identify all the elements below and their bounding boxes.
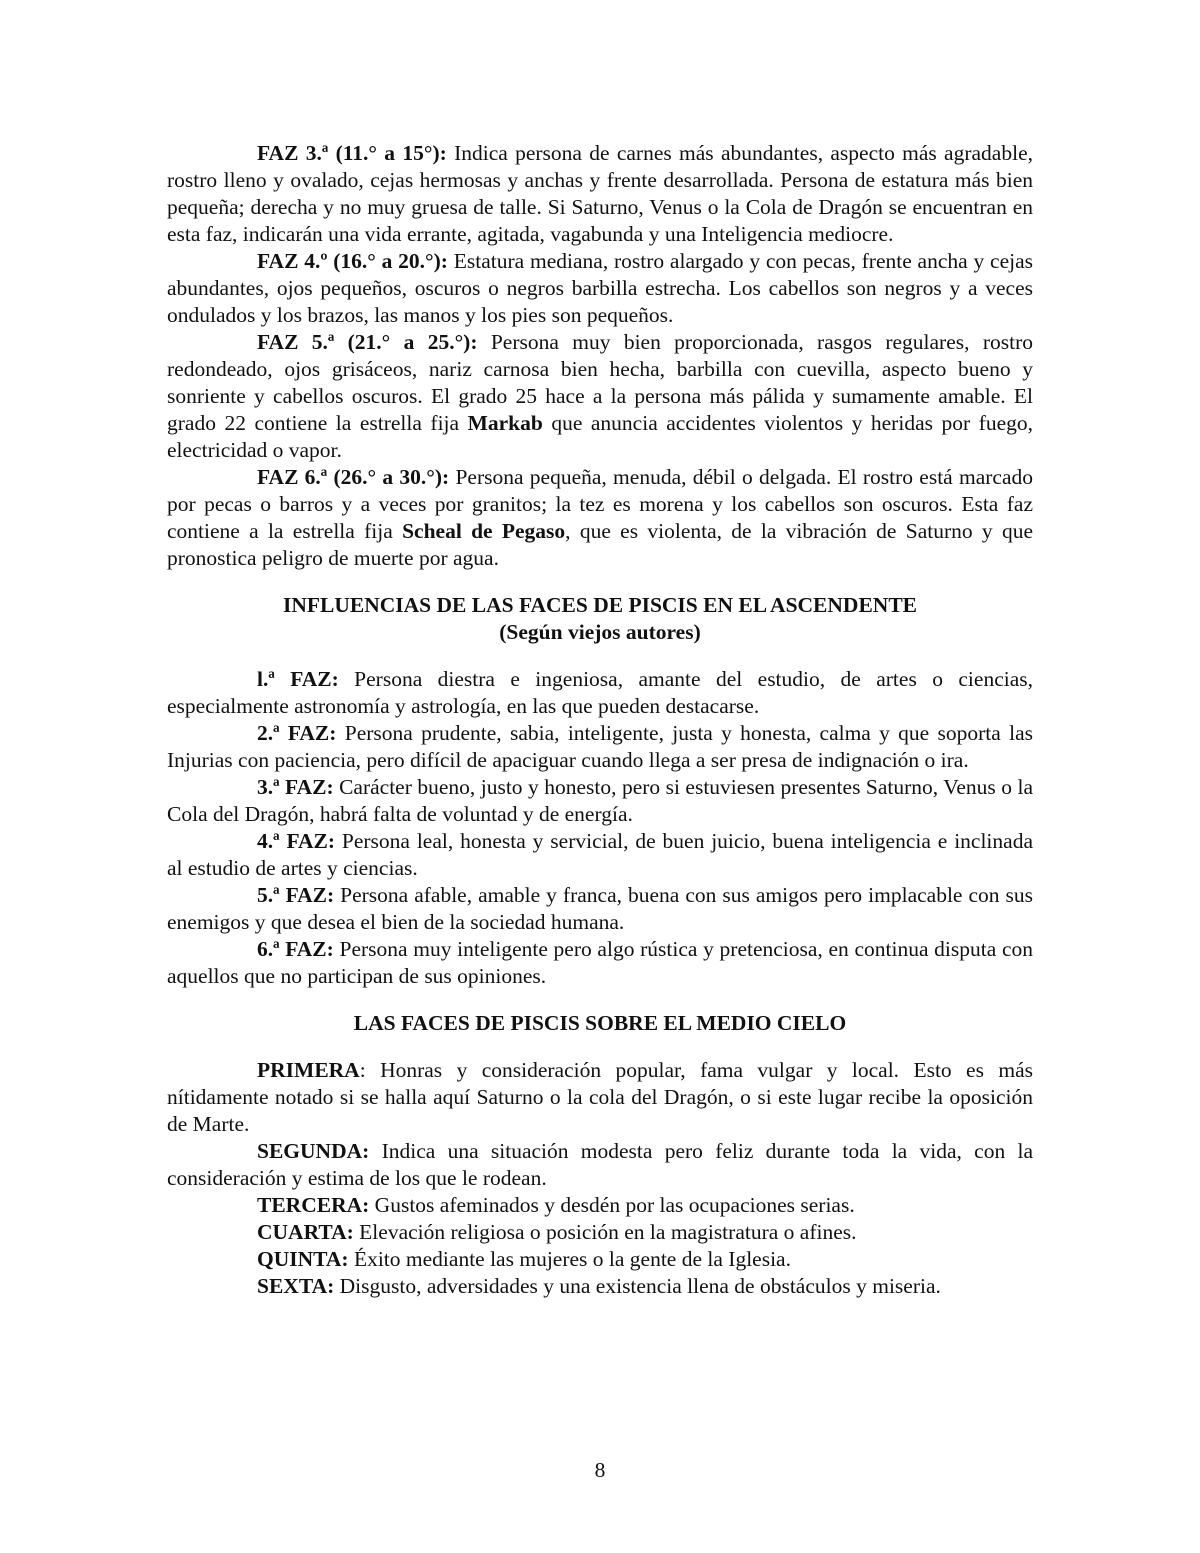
item-text: Persona prudente, sabia, inteligente, justa y honesta, calma y que soporta las Injurias con paciencia, pero difícil de apaciguar cuando llega a ser presa de indignación o ira. — [167, 721, 1033, 772]
midheaven-item — [167, 1219, 1033, 1246]
item-text: Carácter bueno, justo y honesto, pero si estuviesen presentes Saturno, Venus o la Cola del Dragón, habrá falta de voluntad y de energía. — [167, 775, 1033, 826]
face-paragraph-5 — [167, 329, 1033, 464]
page-number: 8 — [594, 1458, 606, 1482]
item-lead: QUINTA: — [257, 1247, 349, 1271]
face-text: , que es violenta, de la vibración de Saturno y que pronostica peligro de muerte por agua. — [167, 519, 1033, 570]
fixed-star-name: Scheal de Pegaso — [402, 519, 566, 543]
item-lead: SEGUNDA: — [257, 1139, 370, 1163]
ascendant-item — [167, 666, 1033, 720]
item-text: Persona diestra e ingeniosa, amante del estudio, de artes o ciencias, especialmente astronomía y astrología, en las que pueden destacarse. — [167, 667, 1033, 718]
face-text: Estatura mediana, rostro alargado y con pecas, frente ancha y cejas abundantes, ojos pequeños, oscuros o negros barbilla estrecha. Los cabellos son negros y a veces ondulados y los brazos, las manos y los pies son pequeños. — [167, 249, 1033, 327]
item-text: Persona muy inteligente pero algo rústica y pretenciosa, en continua disputa con aquellos que no participan de sus opiniones. — [167, 937, 1033, 988]
face-lead: FAZ 3.ª (11.° a 15°): — [257, 141, 447, 165]
item-lead: 4.ª FAZ: — [257, 829, 336, 853]
face-paragraph-4 — [167, 248, 1033, 329]
item-text: Gustos afeminados y desdén por las ocupaciones serias. — [369, 1193, 855, 1217]
item-lead: CUARTA: — [257, 1220, 354, 1244]
item-text: : Honras y consideración popular, fama vulgar y local. Esto es más nítidamente notado si se halla aquí Saturno o la cola del Dragón, o si este lugar recibe la oposición de Marte. — [167, 1058, 1033, 1136]
face-lead: FAZ 5.ª (21.° a 25.°): — [257, 330, 478, 354]
item-text: Disgusto, adversidades y una existencia llena de obstáculos y miseria. — [334, 1274, 941, 1298]
ascendant-item — [167, 936, 1033, 990]
ascendant-item — [167, 720, 1033, 774]
item-lead: 6.ª FAZ: — [257, 937, 334, 961]
midheaven-item — [167, 1138, 1033, 1192]
face-text: Persona pequeña, menuda, débil o delgada. El rostro está marcado por pecas o barros y a veces por granitos; la tez es morena y los cabellos son oscuros. Esta faz contiene a la estrella fija — [167, 465, 1033, 543]
fixed-star-name: Markab — [467, 411, 543, 435]
item-lead: PRIMERA — [257, 1058, 360, 1082]
midheaven-item — [167, 1246, 1033, 1273]
midheaven-heading: LAS FACES DE PISCIS SOBRE EL MEDIO CIELO — [353, 1011, 847, 1035]
face-text: que anuncia accidentes violentos y heridas por fuego, electricidad o vapor. — [167, 411, 1033, 462]
item-lead: 2.ª FAZ: — [257, 721, 337, 745]
item-lead: SEXTA: — [257, 1274, 335, 1298]
item-lead: TERCERA: — [257, 1193, 370, 1217]
face-lead: FAZ 6.ª (26.° a 30.°): — [257, 465, 450, 489]
ascendant-heading: INFLUENCIAS DE LAS FACES DE PISCIS EN EL ASCENDENTE — [282, 593, 918, 617]
item-text: Éxito mediante las mujeres o la gente de la Iglesia. — [348, 1247, 791, 1271]
ascendant-item — [167, 828, 1033, 882]
face-text: Indica persona de carnes más abundantes, aspecto más agradable, rostro lleno y ovalado, cejas hermosas y anchas y frente desarrollada. Persona de estatura más bien pequeña; derecha y no muy gruesa de talle. Si Saturno, Venus o la Cola de Dragón se encuentran en esta faz, indicarán una vida errante, agitada, vagabunda y una Inteligencia mediocre. — [167, 141, 1033, 246]
midheaven-item — [167, 1273, 1033, 1300]
document-page — [167, 140, 1033, 1300]
ascendant-subheading: (Según viejos autores) — [499, 620, 701, 644]
face-text: Persona muy bien proporcionada, rasgos regulares, rostro redondeado, ojos grisáceos, nariz carnosa bien hecha, barbilla con cuevilla, aspecto bueno y sonriente y cabellos oscuros. El grado 25 hace a la persona más pálida y sumamente amable. El grado 22 contiene la estrella fija — [167, 330, 1033, 435]
midheaven-item — [167, 1057, 1033, 1138]
face-paragraph-3 — [167, 140, 1033, 248]
item-text: Persona leal, honesta y servicial, de buen juicio, buena inteligencia e inclinada al estudio de artes y ciencias. — [167, 829, 1033, 880]
midheaven-item — [167, 1192, 1033, 1219]
item-text: Persona afable, amable y franca, buena con sus amigos pero implacable con sus enemigos y que desea el bien de la sociedad humana. — [167, 883, 1033, 934]
item-lead: 3.ª FAZ: — [257, 775, 334, 799]
face-lead: FAZ 4.º (16.° a 20.°): — [257, 249, 448, 273]
item-text: Indica una situación modesta pero feliz durante toda la vida, con la consideración y estima de los que le rodean. — [167, 1139, 1033, 1190]
face-paragraph-6 — [167, 464, 1033, 572]
item-lead: 5.ª FAZ: — [257, 883, 335, 907]
ascendant-item — [167, 882, 1033, 936]
ascendant-item — [167, 774, 1033, 828]
item-lead: l.ª FAZ: — [257, 667, 339, 691]
item-text: Elevación religiosa o posición en la magistratura o afines. — [353, 1220, 857, 1244]
